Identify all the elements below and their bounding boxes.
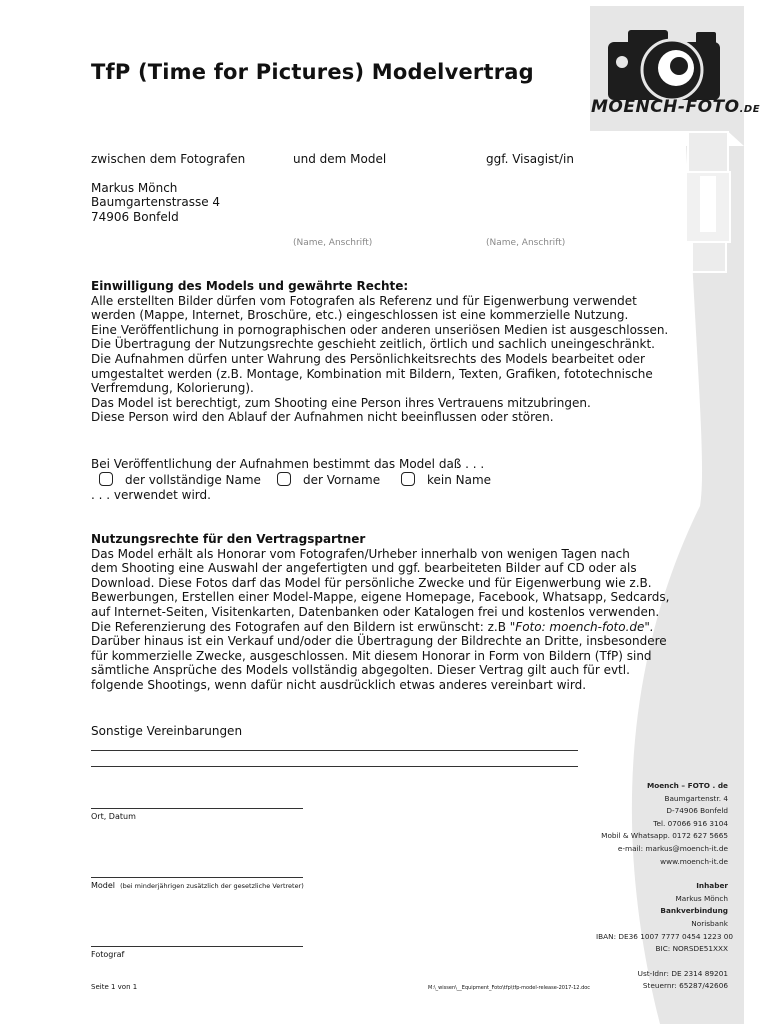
photographer-name: Markus Mönch — [91, 181, 178, 195]
checkbox-full-name[interactable] — [99, 471, 115, 487]
company-mobile: Mobil & Whatsapp. 0172 627 5665 — [601, 831, 728, 841]
other-agreements-line-2[interactable] — [91, 766, 578, 767]
consent-line: werden (Mappe, Internet, Broschüre, etc.) eingeschlossen ist eine kommerzielle Nutzung. — [91, 308, 629, 323]
consent-line: umgestaltet werden (z.B. Montage, Kombination mit Bildern, Texten, Grafiken, fototechnische — [91, 366, 653, 381]
model-label: und dem Model — [293, 152, 387, 166]
camera-logo-icon — [600, 18, 740, 106]
usage-line: Darüber hinaus ist ein Verkauf und/oder die Übertragung der Bildrechte an Dritte, insbesondere — [91, 634, 667, 649]
company-name: Moench – FOTO . de — [646, 781, 728, 790]
company-web: www.moench-it.de — [660, 856, 728, 866]
owner-label: Inhaber — [696, 881, 728, 891]
usage-section — [91, 532, 669, 693]
visagist-name-hint: (Name, Anschrift) — [486, 238, 566, 248]
consent-heading: Einwilligung des Models und gewährte Rechte: — [91, 279, 409, 293]
option-no-name-label: kein Name — [427, 473, 492, 487]
company-city: D-74906 Bonfeld — [666, 806, 728, 816]
usage-line: auf Internet-Seiten, Visitenkarten, Datenbanken oder Katalogen frei und kostenlos verwenden. — [91, 604, 660, 619]
photographer-signature-label: Fotograf — [91, 950, 125, 959]
consent-line: Das Model ist berechtigt, zum Shooting eine Person ihres Vertrauens mitzubringen. — [91, 395, 591, 410]
consent-line: Verfremdung, Kolorierung). — [91, 381, 254, 396]
checkbox-first-name[interactable] — [277, 471, 293, 487]
consent-line: Die Übertragung der Nutzungsrechte geschieht zeitlich, örtlich und sachlich uneingeschränkt. — [91, 337, 655, 352]
ust-id: Ust-Idnr: DE 2314 89201 — [637, 968, 728, 978]
owner-name: Markus Mönch — [675, 893, 728, 903]
option-full-name-label: der vollständige Name — [125, 473, 261, 487]
place-date-line[interactable] — [91, 808, 303, 809]
visagist-label: ggf. Visagist/in — [486, 152, 574, 166]
option-first-name-label: der Vorname — [303, 473, 381, 487]
checkbox-no-name[interactable] — [401, 471, 417, 487]
bank-name: Norisbank — [691, 918, 728, 928]
company-email: e-mail: markus@moench-it.de — [617, 843, 728, 853]
consent-line: Diese Person wird den Ablauf der Aufnahmen nicht beeinflussen oder stören. — [91, 410, 554, 425]
model-signature-line[interactable] — [91, 877, 303, 878]
brand-logo-text: MOENCH-FOTO.DE — [591, 97, 761, 117]
usage-line: dem Shooting eine Auswahl der angefertigten und ggf. bearbeiteten Bilder auf CD oder als — [91, 561, 637, 576]
consent-section — [91, 279, 668, 425]
company-info — [596, 780, 734, 993]
bank-label: Bankverbindung — [660, 906, 728, 916]
photographer-city: 74906 Bonfeld — [91, 210, 179, 224]
document-title: TfP (Time for Pictures) Modelvertrag — [91, 60, 534, 84]
place-date-label: Ort, Datum — [91, 812, 136, 821]
usage-line: Das Model erhält als Honorar vom Fotografen/Urheber innerhalb von wenigen Tagen nach — [91, 546, 630, 561]
publication-outro: . . . verwendet wird. — [91, 488, 211, 502]
bic: BIC: NORSDE51XXX — [655, 944, 728, 954]
usage-line: für kommerzielle Zwecke, ausgeschlossen. Mit diesem Honorar in Form von Bildern (TfP) sind — [91, 648, 652, 663]
company-tel: Tel. 07066 916 3104 — [653, 818, 728, 828]
usage-heading: Nutzungsrechte für den Vertragspartner — [91, 532, 366, 546]
iban: IBAN: DE36 1007 7777 0454 1223 00 — [596, 931, 734, 941]
other-agreements-heading: Sonstige Vereinbarungen — [91, 724, 243, 738]
usage-line: Download. Diese Fotos darf das Model für persönliche Zwecke und für Eigenwerbung wie z.B. — [91, 575, 652, 590]
other-agreements-line-1[interactable] — [91, 750, 578, 751]
model-name-hint: (Name, Anschrift) — [293, 238, 373, 248]
consent-line: Alle erstellten Bilder dürfen vom Fotografen als Referenz und für Eigenwerbung verwendet — [91, 293, 637, 308]
photographer-signature-line[interactable] — [91, 946, 303, 947]
photographer-street: Baumgartenstrasse 4 — [91, 195, 221, 209]
usage-line: sämtliche Ansprüche des Models vollständig abgegolten. Dieser Vertrag gilt auch für evtl. — [91, 663, 630, 678]
usage-credit-line: Die Referenzierung des Fotografen auf den Bildern ist erwünscht: z.B "Foto: moench-foto.de". — [91, 619, 654, 634]
page-number: Seite 1 von 1 — [91, 983, 138, 991]
file-path: M:\_wissen\__Equipment_Foto\tfp\tfp-model-release-2017-12.doc — [428, 985, 591, 991]
credit-example: "Foto: moench-foto.de". — [509, 619, 654, 634]
consent-line: Die Aufnahmen dürfen unter Wahrung des Persönlichkeitsrechts des Models bearbeitet oder — [91, 351, 645, 366]
model-signature-label: Model (bei minderjährigen zusätzlich der gesetzliche Vertreter) — [91, 881, 304, 890]
usage-line: folgende Shootings, wenn dafür nicht ausdrücklich etwas anderes vereinbart wird. — [91, 677, 587, 692]
steuernr: Steuernr: 65287/42606 — [642, 981, 728, 991]
consent-line: Eine Veröffentlichung in pornographischen oder anderen unseriösen Medien ist ausgeschlossen. — [91, 322, 669, 337]
usage-line: Bewerbungen, Erstellen einer Model-Mappe, eigene Homepage, Facebook, Whatsapp, Sedcards, — [91, 590, 670, 605]
publication-intro: Bei Veröffentlichung der Aufnahmen bestimmt das Model daß . . . — [91, 457, 485, 471]
photographer-label: zwischen dem Fotografen — [91, 152, 246, 166]
company-street: Baumgartenstr. 4 — [664, 793, 728, 803]
